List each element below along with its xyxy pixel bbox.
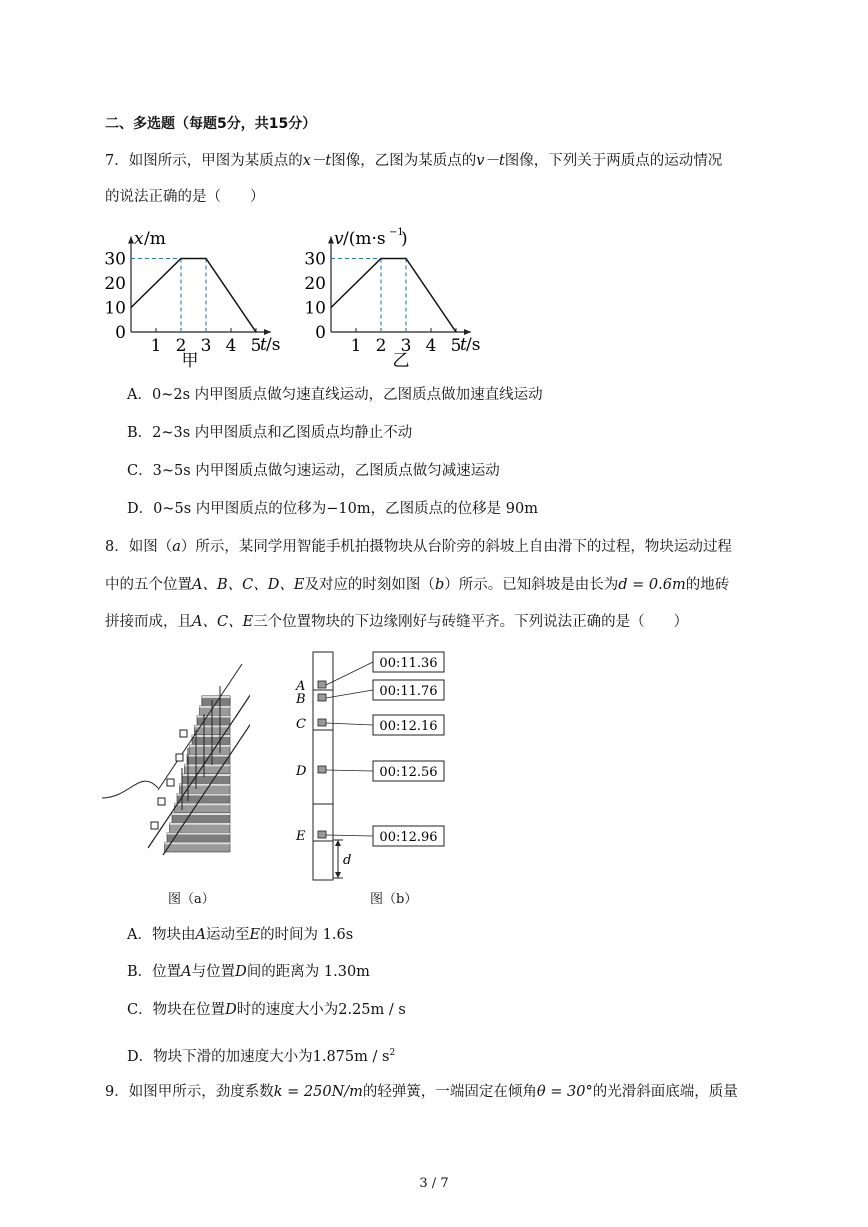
stair-step-edge — [202, 696, 230, 698]
graph-yi-vt — [298, 222, 498, 372]
svg-text:t: t — [460, 335, 467, 355]
q8-option-d: D．物块下滑的加速度大小为$1.875m / s^2$ — [127, 1048, 396, 1065]
time-label: 00:12.16 — [379, 719, 438, 734]
stair-step-edge — [172, 813, 230, 815]
svg-text:−1: −1 — [389, 227, 404, 238]
x-tick-label: 3 — [200, 336, 212, 356]
x-tick-label: 1 — [350, 336, 362, 356]
time-label: 00:12.96 — [379, 830, 438, 845]
q8-option-b: B．位置A与位置D间的距离为 1.30m — [127, 964, 370, 980]
y-tick-label: 30 — [304, 249, 326, 270]
svg-text:): ) — [401, 229, 408, 249]
series-line — [131, 259, 256, 333]
q8-option-a: A．物块由A运动至E的时间为 1.6s — [127, 927, 354, 943]
y-tick-label: 10 — [104, 298, 126, 319]
block-marker — [318, 719, 326, 726]
position-label: D — [296, 764, 307, 779]
x-tick-label: 2 — [375, 336, 387, 356]
figure-a-staircase — [100, 648, 250, 908]
series-line — [331, 259, 456, 333]
position-label: E — [296, 829, 306, 844]
svg-text:x: x — [134, 229, 144, 249]
x-tick-label: 1 — [150, 336, 162, 356]
q9-line1: 9．如图甲所示，劲度系数k = 250N/m的轻弹簧，一端固定在倾角θ = 30°的光滑斜面底端，质量 — [105, 1084, 738, 1100]
stair-step-edge — [200, 706, 231, 708]
stair-step-edge — [197, 716, 230, 718]
figure-b-caption: 图（b） — [370, 892, 418, 907]
q8-line3: 拼接而成，且A、C、E三个位置物块的下边缘刚好与砖缝平齐。下列说法正确的是（ ） — [105, 614, 689, 630]
q7-option-c: C．3~5s 内甲图质点做匀速运动，乙图质点做匀减速运动 — [127, 463, 500, 479]
time-label: 00:12.56 — [379, 765, 438, 780]
q8-option-c: C．物块在位置D时的速度大小为2.25m / s — [127, 1002, 406, 1018]
svg-text:/(m·s: /(m·s — [343, 229, 386, 249]
stair-step-edge — [187, 755, 230, 757]
x-axis-label — [460, 335, 480, 355]
vt-symbol: v－t — [476, 153, 505, 169]
graph-caption-yi: 乙 — [392, 351, 410, 371]
time-label: 00:11.36 — [379, 656, 438, 671]
q7-option-a: A．0~2s 内甲图质点做匀速直线运动，乙图质点做加速直线运动 — [127, 387, 543, 403]
q8-line1: 8．如图（a）所示，某同学用智能手机拍摄物块从台阶旁的斜坡上自由滑下的过程，物块运动过程 — [105, 539, 732, 555]
page-number: 3 / 7 — [419, 1176, 449, 1191]
stair-step-edge — [170, 823, 231, 825]
xt-symbol: x－t — [302, 153, 332, 169]
x-tick-label: 4 — [225, 336, 237, 356]
stair-step-edge — [165, 842, 231, 844]
q7-option-d: D．0~5s 内甲图质点的位移为−10m，乙图质点的位移是 90m — [127, 501, 538, 517]
block-marker — [318, 831, 326, 838]
d-label: d — [343, 853, 352, 868]
x-tick-label: 5 — [250, 336, 262, 356]
x-axis-label — [260, 335, 280, 355]
graph-caption-jia: 甲 — [181, 351, 199, 371]
stair-step-edge — [175, 803, 231, 805]
x-tick-label: 2 — [175, 336, 187, 356]
q7-line2: 的说法正确的是（ ） — [105, 189, 265, 205]
block-marker — [318, 694, 326, 701]
position-label: B — [296, 692, 306, 707]
y-axis-label — [134, 229, 166, 249]
x-tick-label: 3 — [400, 336, 412, 356]
stair-step-edge — [192, 735, 230, 737]
stair-step-edge — [180, 784, 231, 786]
x-tick-label: 4 — [425, 336, 437, 356]
svg-text:v: v — [334, 229, 344, 249]
figure-b-positions — [290, 650, 460, 885]
section-title: 二、多选题（每题5分，共15分） — [105, 116, 317, 132]
q8-line2: 中的五个位置A、B、C、D、E及对应的时刻如图（b）所示。已知斜坡是由长为d = 0.6m的地砖 — [105, 577, 730, 593]
graph-jia-xt — [98, 222, 298, 372]
y-tick-label: 10 — [304, 298, 326, 319]
y-tick-label: 0 — [115, 323, 126, 343]
block-marker — [318, 681, 326, 688]
svg-text:/s: /s — [266, 335, 281, 355]
position-label: A — [296, 679, 306, 694]
stair-step-edge — [182, 774, 230, 776]
q7-option-b: B．2~3s 内甲图质点和乙图质点均静止不动 — [127, 425, 413, 441]
block-marker — [318, 766, 326, 773]
x-tick-label: 5 — [450, 336, 462, 356]
y-tick-label: 20 — [304, 274, 326, 294]
time-label: 00:11.76 — [379, 684, 438, 699]
svg-text:/m: /m — [144, 229, 166, 249]
svg-text:t: t — [260, 335, 267, 355]
y-tick-label: 0 — [315, 323, 326, 343]
y-axis-label — [334, 227, 408, 249]
y-tick-label: 30 — [104, 249, 126, 270]
svg-text:/s: /s — [466, 335, 481, 355]
figure-a-caption: 图（a） — [168, 892, 215, 907]
y-tick-label: 20 — [104, 274, 126, 294]
q7-line1: 7．如图所示，甲图为某质点的x－t图像，乙图为某质点的v－t图像，下列关于两质点的运动情况 — [105, 153, 723, 169]
position-label: C — [296, 717, 306, 732]
